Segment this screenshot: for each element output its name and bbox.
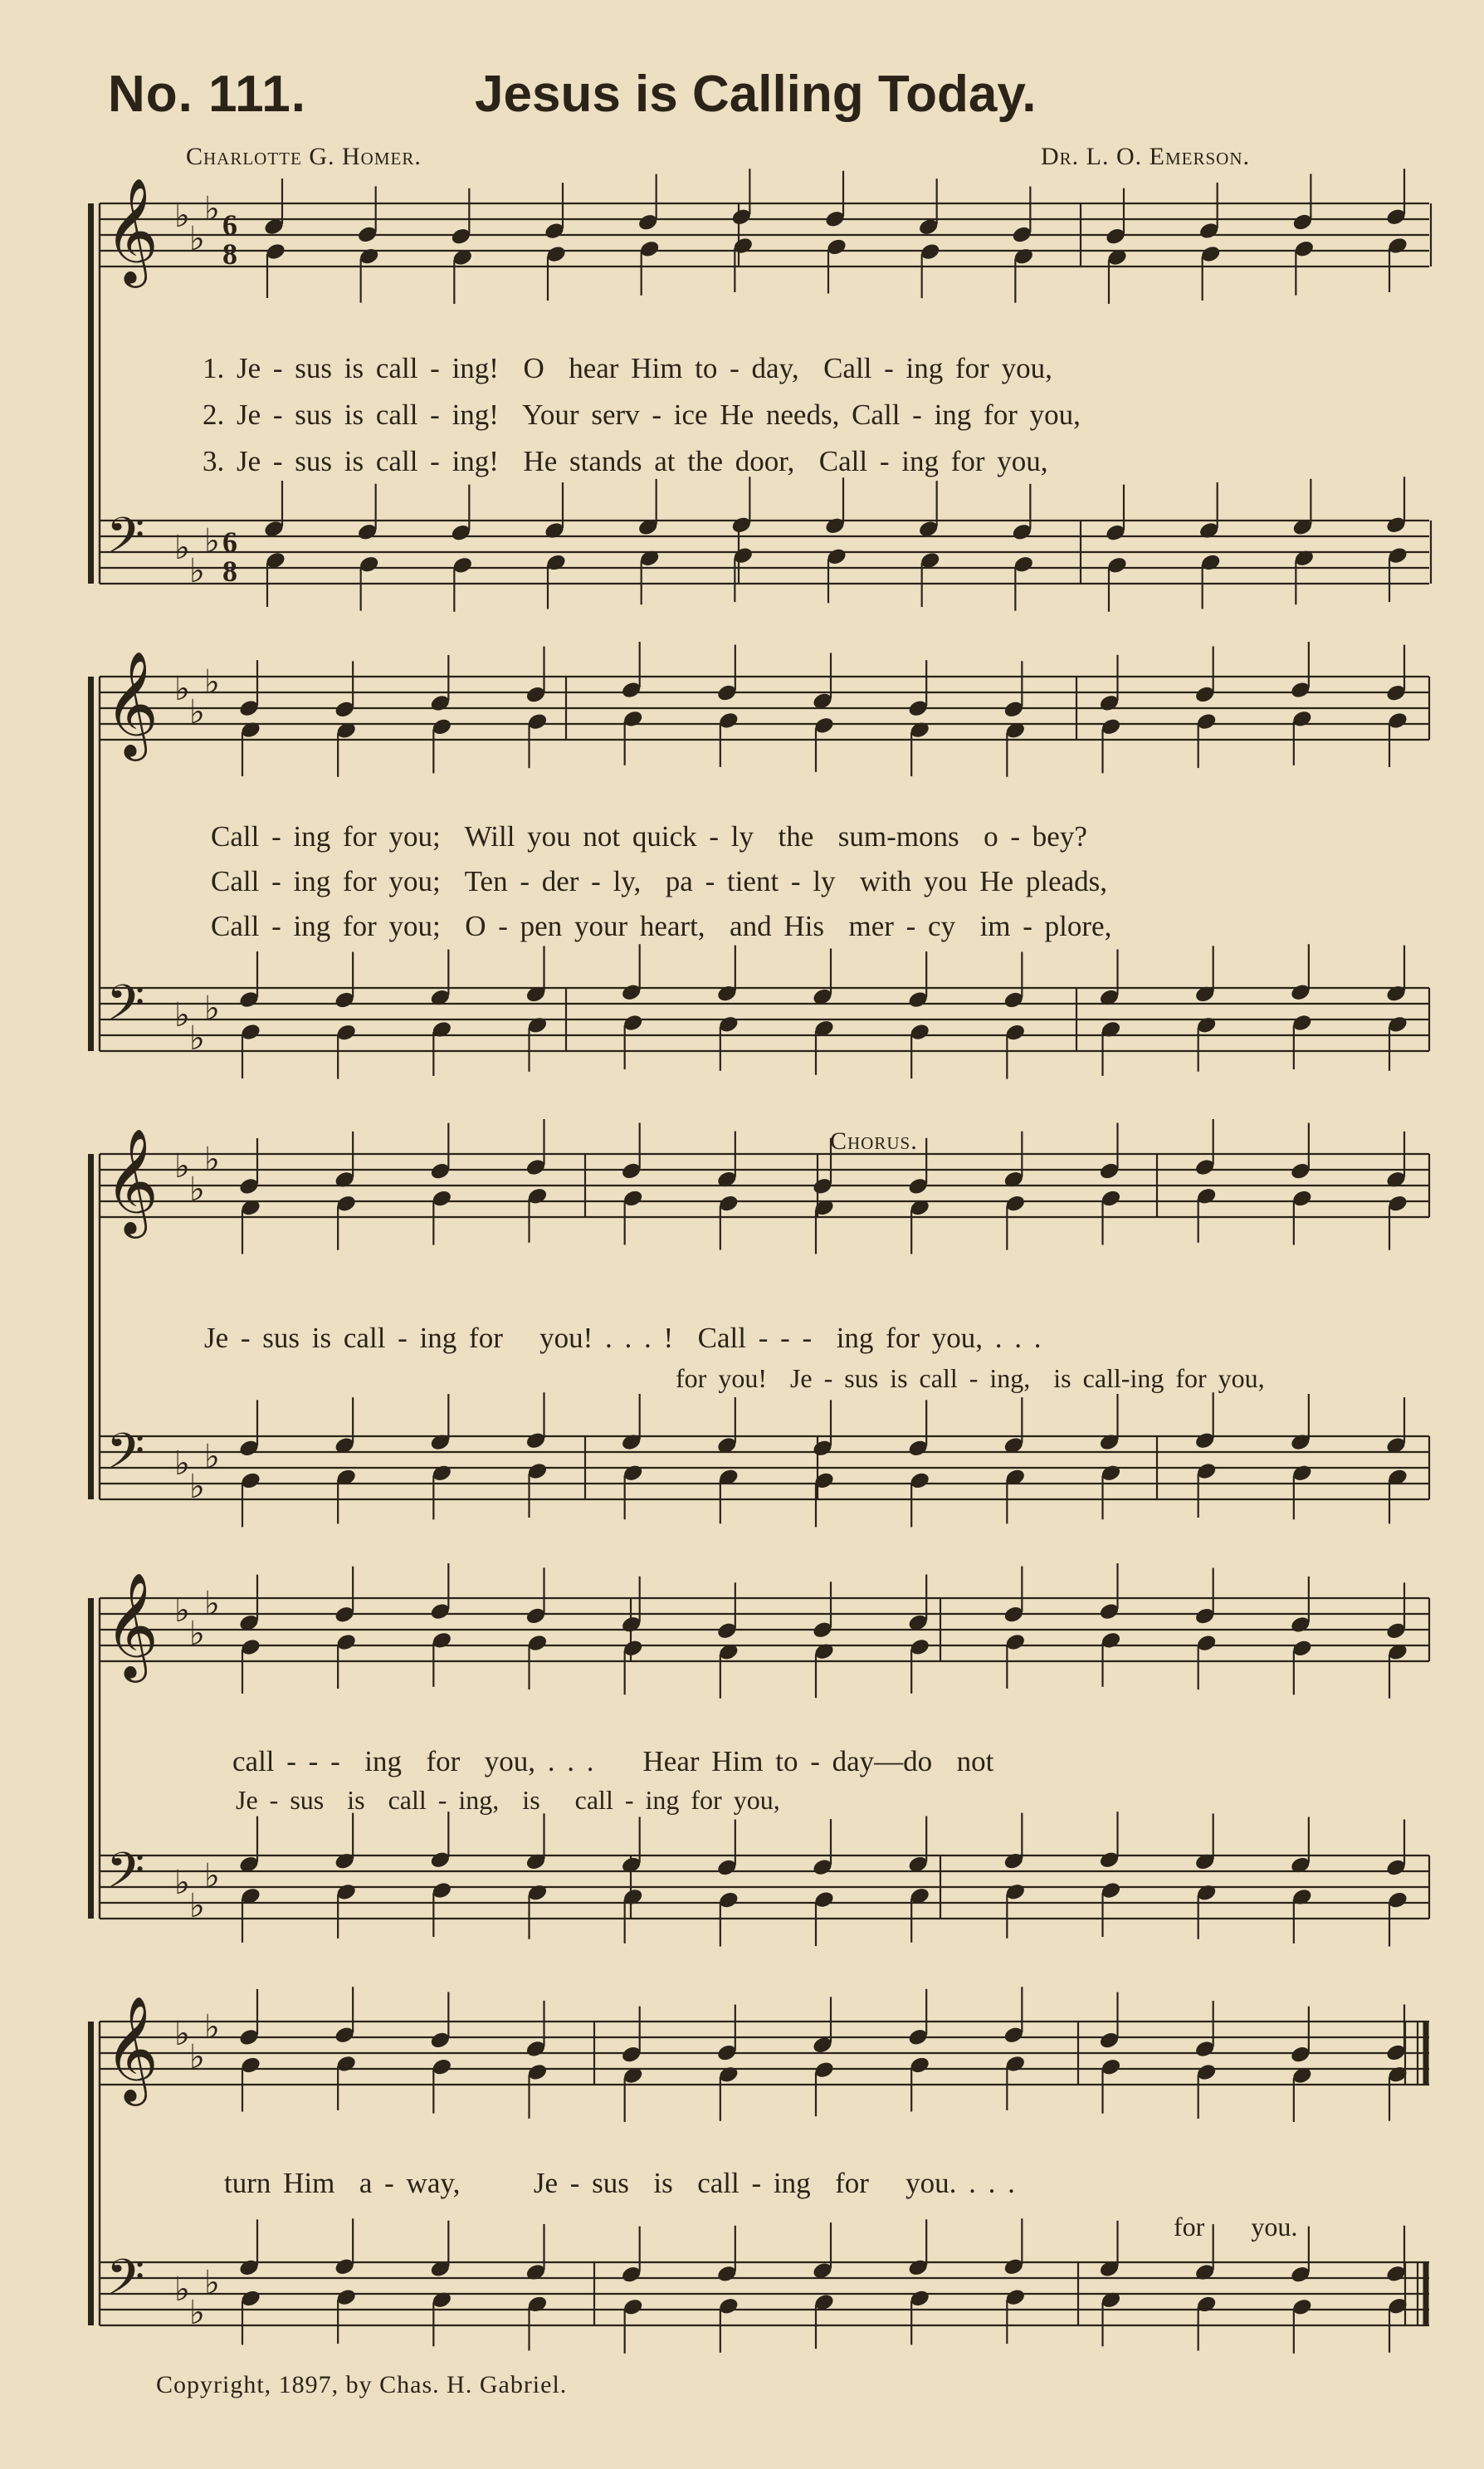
hymn-author: Charlotte G. Homer. [186, 143, 422, 170]
bass-clef-icon: 𝄢 [106, 1422, 145, 1492]
time-signature-bottom: 8 [222, 237, 237, 271]
key-signature-flat-icon: ♭ [174, 2015, 190, 2053]
verse-2-line-1: 2. Je - sus is call - ing! Your serv - ice He needs, Call - ing for you, [203, 398, 1081, 431]
key-signature-flat-icon: ♭ [204, 2008, 220, 2046]
key-signature-flat-icon: ♭ [174, 1864, 190, 1902]
key-signature-flat-icon: ♭ [174, 1591, 190, 1630]
bass-clef-icon: 𝄢 [106, 2248, 145, 2318]
system-bracket [88, 2022, 94, 2325]
key-signature-flat-icon: ♭ [174, 2271, 190, 2309]
system-bracket [88, 677, 94, 1051]
key-signature-flat-icon: ♭ [204, 990, 220, 1028]
key-signature-flat-icon: ♭ [189, 552, 205, 590]
hymn-number: No. 111. [108, 66, 306, 123]
key-signature-flat-icon: ♭ [204, 1438, 220, 1476]
key-signature-flat-icon: ♭ [174, 1147, 190, 1186]
key-signature-flat-icon: ♭ [204, 1857, 220, 1895]
key-signature-flat-icon: ♭ [174, 197, 190, 235]
system-bracket [88, 203, 94, 584]
key-signature-flat-icon: ♭ [174, 670, 190, 708]
key-signature-flat-icon: ♭ [189, 1887, 205, 1925]
chorus-line-3: turn Him a - way, Je - sus is call - ing for you. . . . [224, 2167, 1015, 2199]
time-signature-top: 6 [222, 526, 237, 559]
key-signature-flat-icon: ♭ [204, 1141, 220, 1179]
treble-clef-icon: 𝄞 [105, 1995, 159, 2101]
chorus-line-1-alto: for you! Je - sus is call - ing, is call-ing for you, [676, 1363, 1265, 1393]
hymn-title: Jesus is Calling Today. [475, 66, 1037, 123]
key-signature-flat-icon: ♭ [189, 2038, 205, 2076]
bass-clef-icon: 𝄢 [106, 974, 145, 1044]
treble-clef-icon: 𝄞 [105, 177, 159, 283]
key-signature-flat-icon: ♭ [189, 1468, 205, 1506]
verse-1-line-1: 1. Je - sus is call - ing! O hear Him to - day, Call - ing for you, [203, 352, 1052, 384]
key-signature-flat-icon: ♭ [174, 529, 190, 567]
treble-clef-icon: 𝄞 [105, 1127, 159, 1234]
verse-1-line-2: Call - ing for you; Will you not quick - ly the sum-mons o - bey? [211, 820, 1087, 853]
key-signature-flat-icon: ♭ [204, 2264, 220, 2302]
key-signature-flat-icon: ♭ [189, 693, 205, 731]
key-signature-flat-icon: ♭ [189, 220, 205, 258]
key-signature-flat-icon: ♭ [174, 996, 190, 1034]
bass-clef-icon: 𝄢 [106, 1841, 145, 1911]
key-signature-flat-icon: ♭ [189, 1615, 205, 1653]
bass-clef-icon: 𝄢 [106, 506, 145, 576]
key-signature-flat-icon: ♭ [204, 663, 220, 702]
copyright-notice: Copyright, 1897, by Chas. H. Gabriel. [156, 2371, 568, 2398]
treble-clef-icon: 𝄞 [105, 650, 159, 756]
chorus-label: Chorus. [830, 1127, 918, 1155]
time-signature-bottom: 8 [222, 555, 237, 588]
chorus-line-1: Je - sus is call - ing for you! . . . ! Call - - - ing for you, . . . [204, 1322, 1042, 1354]
verse-3-line-1: 3. Je - sus is call - ing! He stands at the door, Call - ing for you, [203, 445, 1048, 477]
chorus-line-2: call - - - ing for you, . . . Hear Him to - day—do not [232, 1745, 994, 1777]
system-bracket [88, 1598, 94, 1919]
key-signature-flat-icon: ♭ [189, 1019, 205, 1058]
system-bracket [88, 1154, 94, 1499]
key-signature-flat-icon: ♭ [189, 2294, 205, 2332]
verse-3-line-2: Call - ing for you; O - pen your heart, and His mer - cy im - plore, [211, 910, 1112, 942]
verse-2-line-2: Call - ing for you; Ten - der - ly, pa - tient - ly with you He pleads, [211, 865, 1108, 897]
hymn-composer: Dr. L. O. Emerson. [1041, 143, 1251, 170]
key-signature-flat-icon: ♭ [189, 1171, 205, 1209]
time-signature-top: 6 [222, 208, 237, 242]
key-signature-flat-icon: ♭ [174, 1445, 190, 1483]
key-signature-flat-icon: ♭ [204, 1585, 220, 1623]
key-signature-flat-icon: ♭ [204, 190, 220, 228]
chorus-line-3-alto: for you. [1174, 2212, 1298, 2242]
treble-clef-icon: 𝄞 [105, 1572, 159, 1678]
chorus-line-2-alto: Je - sus is call - ing, is call - ing for you, [236, 1785, 780, 1815]
key-signature-flat-icon: ♭ [204, 522, 220, 560]
